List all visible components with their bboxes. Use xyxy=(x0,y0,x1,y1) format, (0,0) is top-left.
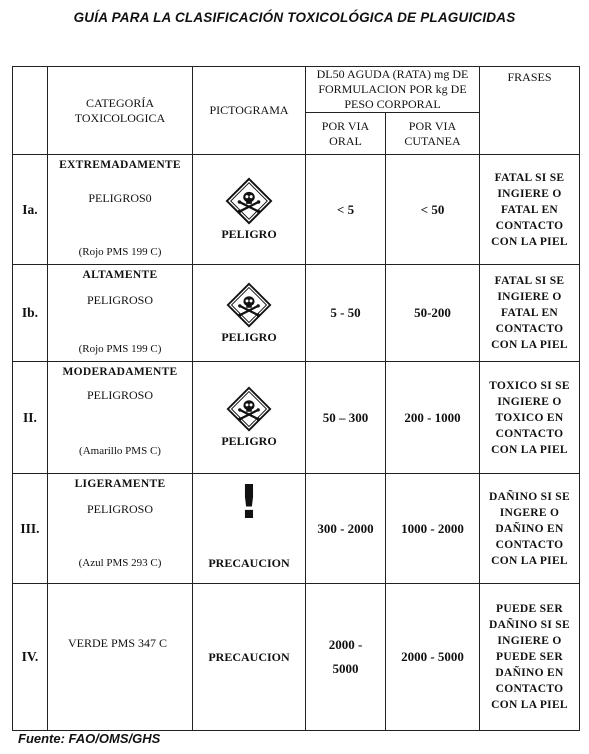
pictogram-label: PRECAUCION xyxy=(208,556,290,570)
pictogram-label: PELIGRO xyxy=(221,434,277,448)
category-level: MODERADAMENTE xyxy=(62,366,178,378)
category-word: PELIGROSO xyxy=(86,502,153,516)
header-dl50: DL50 AGUDA (RATA) mg DE FORMULACION POR kg DE PESO CORPORAL xyxy=(306,67,480,113)
pictogram-cell xyxy=(193,584,306,731)
pictogram-cell xyxy=(193,265,306,362)
pictogram-cell xyxy=(193,155,306,265)
category-cell xyxy=(48,265,193,362)
category-color: (Amarillo PMS C) xyxy=(79,445,161,457)
category-cell xyxy=(48,584,193,731)
phrase-cell: PUEDE SER DAÑINO SI SE INGIERE O PUEDE SER DAÑINO EN CONTACTO CON LA PIEL xyxy=(480,584,580,731)
phrase-cell: FATAL SI SE INGIERE O FATAL EN CONTACTO CON LA PIEL xyxy=(480,155,580,265)
category-color: (Rojo PMS 199 C) xyxy=(78,343,162,355)
class-label: Ib. xyxy=(13,265,48,362)
table-row xyxy=(13,584,580,731)
cutanea-value: 200 - 1000 xyxy=(386,362,480,474)
class-label: II. xyxy=(13,362,48,474)
class-label: Ia. xyxy=(13,155,48,265)
cutanea-value: 1000 - 2000 xyxy=(386,474,480,584)
class-label: IV. xyxy=(13,584,48,731)
header-pictograma: PICTOGRAMA xyxy=(193,67,306,155)
oral-value: < 5 xyxy=(306,155,386,265)
pictogram-cell xyxy=(193,474,306,584)
oral-value: 5 - 50 xyxy=(306,265,386,362)
skull-crossbones-icon xyxy=(226,282,272,328)
table-row xyxy=(13,362,580,474)
phrase-cell: TOXICO SI SE INGIERE O TOXICO EN CONTACTO CON LA PIEL xyxy=(480,362,580,474)
class-label: III. xyxy=(13,474,48,584)
category-color: (Rojo PMS 199 C) xyxy=(78,246,162,258)
category-word: PELIGROS0 xyxy=(88,191,152,205)
category-word: PELIGROSO xyxy=(86,293,153,307)
header-class xyxy=(13,67,48,155)
phrase-cell: FATAL SI SE INGIERE O FATAL EN CONTACTO CON LA PIEL xyxy=(480,265,580,362)
category-color: (Azul PMS 293 C) xyxy=(78,557,162,569)
category-color: VERDE PMS 347 C xyxy=(68,636,168,650)
table-row xyxy=(13,265,580,362)
table-row xyxy=(13,155,580,265)
category-cell xyxy=(48,362,193,474)
table-row xyxy=(13,474,580,584)
oral-value: 300 - 2000 xyxy=(306,474,386,584)
category-cell xyxy=(48,474,193,584)
source-note: Fuente: FAO/OMS/GHS xyxy=(18,731,161,746)
document-title: GUÍA PARA LA CLASIFICACIÓN TOXICOLÓGICA DE PLAGUICIDAS xyxy=(73,10,516,25)
category-level: ALTAMENTE xyxy=(82,269,158,281)
pictogram-label: PELIGRO xyxy=(221,329,277,344)
category-level: LIGERAMENTE xyxy=(74,478,166,490)
header-cutanea: POR VIA CUTANEA xyxy=(386,113,480,155)
category-word: PELIGROSO xyxy=(86,388,153,402)
cutanea-value: 2000 - 5000 xyxy=(386,584,480,731)
cutanea-value: 50-200 xyxy=(386,265,480,362)
cutanea-value: < 50 xyxy=(386,155,480,265)
header-categoria: CATEGORÍA TOXICOLOGICA xyxy=(48,67,193,155)
header-oral: POR VIA ORAL xyxy=(306,113,386,155)
phrase-cell: DAÑINO SI SE INGERE O DAÑINO EN CONTACTO CON LA PIEL xyxy=(480,474,580,584)
exclamation-icon: ! xyxy=(238,475,260,529)
category-level: EXTREMADAMENTE xyxy=(59,159,181,171)
pictogram-cell xyxy=(193,362,306,474)
skull-crossbones-icon xyxy=(225,177,273,225)
skull-crossbones-icon xyxy=(226,386,272,432)
toxicity-classification-table xyxy=(12,66,580,731)
oral-value: 50 – 300 xyxy=(306,362,386,474)
pictogram-label: PRECAUCION xyxy=(208,650,290,664)
pictogram-label: PELIGRO xyxy=(221,227,277,241)
header-frases: FRASES xyxy=(480,67,580,155)
oral-value: 2000 - 5000 xyxy=(306,584,386,731)
category-cell xyxy=(48,155,193,265)
